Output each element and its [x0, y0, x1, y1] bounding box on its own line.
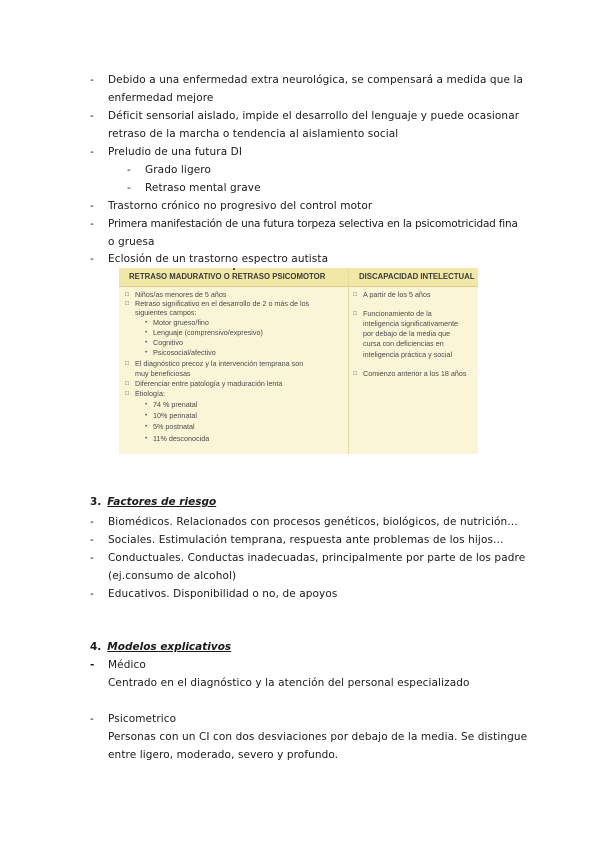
list-item-text: Personas con un CI con dos desviaciones por debajo de la media. Se distingue — [108, 731, 528, 743]
table-cell-text: 5% postnatal — [153, 422, 195, 431]
table-cell-text: Cognitivo — [153, 338, 183, 347]
section-heading-risk-factors — [90, 495, 216, 509]
checkbox-bullet-icon: □ — [125, 390, 129, 397]
checkbox-bullet-icon: □ — [125, 360, 129, 367]
dot-bullet-icon: • — [145, 339, 148, 346]
table-header-right: DISCAPACIDAD INTELECTUAL — [359, 272, 475, 281]
table-cell-text: 11% desconocida — [153, 434, 210, 443]
dot-bullet-icon: • — [145, 349, 148, 356]
table-cell-text: siguientes campos: — [135, 308, 197, 317]
list-dash: - — [90, 200, 94, 212]
list-item-text: Eclosión de un trastorno espectro autista — [108, 253, 329, 265]
section-title: Factores de riesgo — [107, 496, 217, 508]
table-cell-text: inteligencia significativamente — [363, 319, 459, 328]
list-dash: - — [90, 110, 94, 122]
list-dash: - — [90, 659, 95, 671]
table-cell-text: A partir de los 5 años — [363, 290, 431, 299]
table-cell-text: Psicosocial/afectivo — [153, 348, 216, 357]
list-item-text: retraso de la marcha o tendencia al aislamiento social — [108, 128, 399, 140]
column-divider — [348, 268, 349, 454]
dot-bullet-icon: • — [145, 401, 148, 408]
list-item-text: Debido a una enfermedad extra neurológica, se compensará a medida que la — [108, 74, 523, 86]
list-dash: - — [90, 588, 94, 600]
list-dash: - — [90, 146, 94, 158]
list-item-text: Sociales. Estimulación temprana, respuesta ante problemas de los hijos… — [108, 534, 504, 546]
comparison-table-image — [119, 268, 478, 454]
list-item-text: (ej.consumo de alcohol) — [108, 570, 237, 582]
table-cell-text: Etiología: — [135, 389, 165, 398]
dot-bullet-icon: • — [145, 423, 148, 430]
cursor-mark — [233, 268, 235, 270]
sublist-dash: - — [127, 164, 131, 176]
checkbox-bullet-icon: □ — [125, 380, 129, 387]
dot-bullet-icon: • — [145, 412, 148, 419]
dot-bullet-icon: • — [145, 329, 148, 336]
checkbox-bullet-icon: □ — [353, 291, 357, 298]
checkbox-bullet-icon: □ — [125, 300, 129, 307]
list-item-text: Educativos. Disponibilidad o no, de apoyos — [108, 588, 338, 600]
sublist-item-text: Grado ligero — [145, 164, 211, 176]
table-header-left: RETRASO MADURATIVO O RETRASO PSICOMOTOR — [129, 272, 326, 281]
table-cell-text: inteligencia práctica y social — [363, 350, 453, 359]
table-cell-text: El diagnóstico precoz y la intervención temprana son — [135, 359, 304, 368]
list-dash: - — [90, 516, 94, 528]
table-cell-text: 74 % prenatal — [153, 400, 198, 409]
checkbox-bullet-icon: □ — [125, 291, 129, 298]
list-item-text: Centrado en el diagnóstico y la atención del personal especializado — [108, 677, 470, 689]
table-cell-text: Niños/as menores de 5 años — [135, 290, 227, 299]
table-cell-text: Funcionamiento de la — [363, 309, 432, 318]
list-item-text: Trastorno crónico no progresivo del control motor — [108, 200, 373, 212]
dot-bullet-icon: • — [145, 435, 148, 442]
table-header — [119, 268, 478, 287]
sublist-item-text: Retraso mental grave — [145, 182, 261, 194]
list-dash: - — [90, 74, 94, 86]
table-cell-text: Lenguaje (comprensivo/expresivo) — [153, 328, 263, 337]
checkbox-bullet-icon: □ — [353, 370, 357, 377]
list-item-text: Preludio de una futura DI — [108, 146, 243, 158]
section-number: 4. — [90, 641, 102, 653]
list-item-text: o gruesa — [108, 236, 155, 248]
table-cell-text: 10% perinatal — [153, 411, 197, 420]
list-dash: - — [90, 713, 94, 725]
list-item-text: Déficit sensorial aislado, impide el desarrollo del lenguaje y puede ocasionar — [108, 110, 520, 122]
table-cell-text: Diferenciar entre patología y maduración lenta — [135, 379, 283, 388]
list-item-text: Biomédicos. Relacionados con procesos genéticos, biológicos, de nutrición… — [108, 516, 518, 528]
checkbox-bullet-icon: □ — [353, 310, 357, 317]
list-item-text: enfermedad mejore — [108, 92, 214, 104]
list-dash: - — [90, 552, 94, 564]
section-number: 3. — [90, 496, 102, 508]
table-cell-text: Comienzo anterior a los 18 años — [363, 369, 467, 378]
list-dash: - — [90, 253, 94, 265]
list-dash: - — [90, 218, 94, 230]
section-title: Modelos explicativos — [107, 641, 232, 653]
list-item-text: Primera manifestación de una futura torpeza selectiva en la psicomotricidad fina — [108, 218, 518, 230]
dot-bullet-icon: • — [145, 319, 148, 326]
list-item-text: Médico — [108, 659, 146, 671]
list-item-text: Conductuales. Conductas inadecuadas, principalmente por parte de los padre — [108, 552, 526, 564]
table-cell-text: cursa con deficiencias en — [363, 339, 444, 348]
table-cell-text: Motor grueso/fino — [153, 318, 209, 327]
section-heading-explanatory-models — [90, 640, 231, 654]
list-item-text: Psicometrico — [108, 713, 177, 725]
table-cell-text: muy beneficiosas — [135, 369, 191, 378]
list-dash: - — [90, 534, 94, 546]
list-item-text: entre ligero, moderado, severo y profundo. — [108, 749, 339, 761]
table-cell-text: por debajo de la media que — [363, 329, 451, 338]
table-cell-text: Retraso significativo en el desarrollo de 2 o más de los — [135, 299, 310, 308]
sublist-dash: - — [127, 182, 131, 194]
